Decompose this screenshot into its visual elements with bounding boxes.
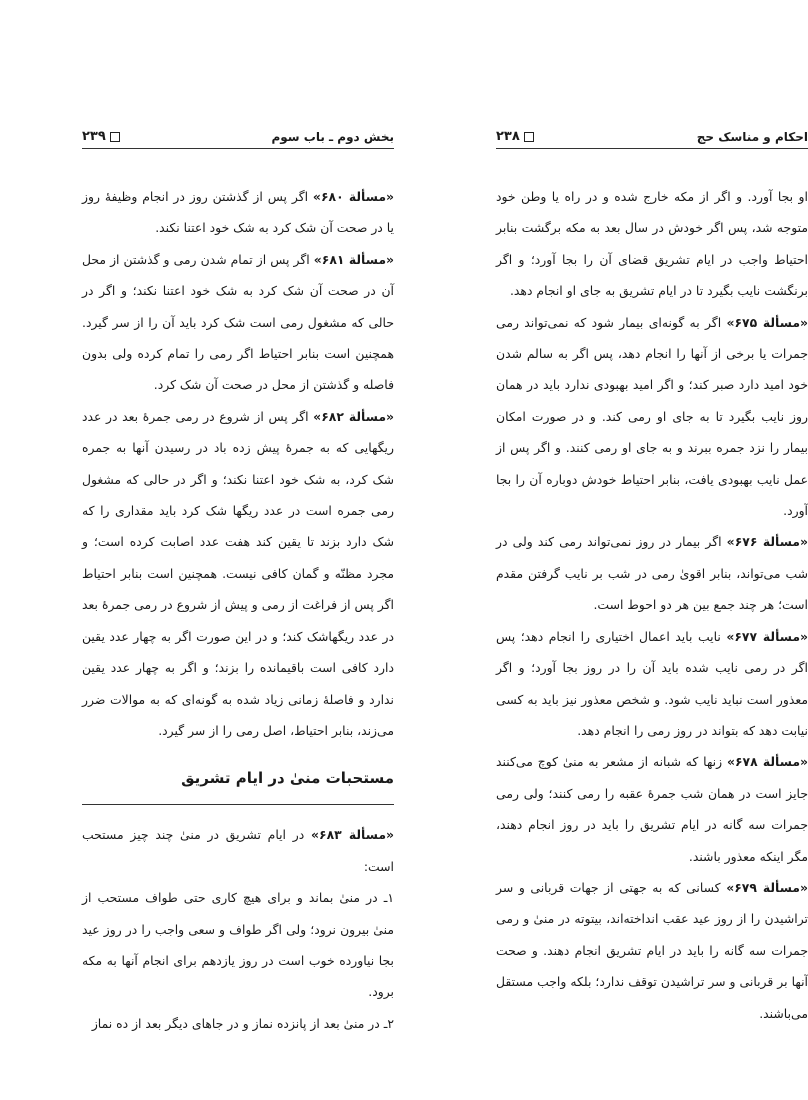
right-page <box>496 122 808 1029</box>
masale-label: «مسألة ۶۷۷» <box>726 628 808 644</box>
paragraph <box>496 526 808 620</box>
paragraph-text: نایب باید اعمال اختیاری را انجام دهد؛ پس اگر در رمی نایب شده باید آن را در روز بجا آورد؛ و اگر معذور است نباید نایب شود. و شخص معذور نیز باید به کسی نیابت دهد که بتواند در روز رمی را انجام دهد. <box>496 628 808 738</box>
paragraph <box>496 746 808 872</box>
paragraph-text: در ایام تشریق در منیٰ چند چیز مستحب است: <box>82 827 394 874</box>
divider <box>82 804 394 805</box>
paragraph-text: او بجا آورد. و اگر از مکه خارج شده و در راه یا وطن خود متوجه شد، پس اگر خودش در سال بعد به مکه برگشت بنابر احتیاط واجب در ایام تشریق قضای آن را بجا آورد؛ و اگر برنگشت نایب بگیرد تا در ایام تشریق به جای او انجام دهد. <box>496 189 808 299</box>
paragraph <box>82 1008 394 1039</box>
paragraph-text: زنها که شبانه از مشعر به منیٰ کوچ می‌کنند جایز است در همان شب جمرهٔ عقبه را رمی کنند؛ ولی رمی جمرات سه گانه در ایام تشریق را باید در روز انجام دهند، مگر اینکه معذور باشند. <box>496 754 808 864</box>
masale-label: «مسألة ۶۷۶» <box>726 534 808 550</box>
masale-label: «مسألة ۶۷۵» <box>726 314 808 330</box>
paragraph-text: اگر پس از شروع در رمی جمرهٔ بعد در عدد ریگهایی که به جمرهٔ پیش زده باد در رسیدن آنها به جمره شک کرد، به شک خود اعتنا نکند؛ و اگر در حالی که مشغول رمی جمره است در عدد ریگها شک کرد باید مقداری را که شک دارد بزند تا یقین کند هفت عدد اصابت کرده است؛ و مجرد مظنّه و گمان کافی نیست. همچنین است بنابر احتیاط اگر پس از فراغت از رمی و پیش از شروع در رمی جمرهٔ بعد در عدد ریگهاشک کند؛ و در این صورت اگر به چهار عدد یقین دارد کافی است باقیمانده را بزند؛ و اگر به چهار عدد یقین ندارد و فاصلهٔ زمانی زیاد شده به گونه‌ای که به موالات ضرر می‌زند، بنابر احتیاط، اصل رمی را از سر گیرد. <box>82 408 394 738</box>
paragraph <box>82 244 394 401</box>
page-body <box>82 181 394 1039</box>
paragraph-text: اگر پس از تمام شدن رمی و گذشتن از محل آن در صحت آن شک کرد به شک خود اعتنا نکند؛ و اگر در حالی که مشغول رمی است شک کرد باید آن را از سر گیرد. همچنین است بنابر احتیاط اگر رمی را تمام کرده ولی بدون فاصله و گذشتن از محل در صحت آن شک کرد. <box>82 251 394 393</box>
paragraph-text: ۱ـ در منیٰ بماند و برای هیچ کاری حتی طواف مستحب از منیٰ بیرون نرود؛ ولی اگر طواف و سعی واجب را در روز عید بجا نیاورده خوب است در روز یازدهم برای انجام آنها به مکه برود. <box>82 890 394 1000</box>
paragraph <box>82 401 394 746</box>
page-header <box>496 122 808 149</box>
paragraph <box>496 621 808 747</box>
paragraph <box>496 181 808 307</box>
paragraph-text: اگر به گونه‌ای بیمار شود که نمی‌تواند رمی جمرات یا برخی از آنها را انجام دهد، پس اگر به سالم شدن خود امید دارد صبر کند؛ و اگر امید بهبودی ندارد باید در همان روز نایب بگیرد تا به جای او رمی کند. و در صورت امکان بیمار را نزد جمره ببرند و به جای او رمی کنند. و اگر پس از عمل نایب بهبودی یافت، بنابر احتیاط خودش دوباره آن را بجا آورد. <box>496 314 808 519</box>
paragraph <box>496 872 808 1029</box>
page-number-value: ٢٣٨ <box>496 129 520 144</box>
masale-label: «مسألة ۶۸۱» <box>313 251 394 267</box>
page-number <box>82 129 120 144</box>
header-title: احکام و مناسک حج <box>696 130 808 144</box>
paragraph <box>496 307 808 527</box>
paragraph <box>82 819 394 882</box>
paragraph-text: کسانی که به جهتی از جهات قربانی و سر تراشیدن را از روز عید عقب انداخته‌اند، بیتوته در منیٰ و رمی جمرات سه گانه را باید در ایام تشریق انجام دهند. و صحت آنها بر قربانی و سر تراشیدن توقف ندارد؛ بلکه واجب مستقل می‌باشند. <box>496 879 808 1021</box>
paragraph-text: ۲ـ در منیٰ بعد از پانزده نماز و در جاهای دیگر بعد از ده نماز <box>91 1015 394 1031</box>
masale-label: «مسألة ۶۷۸» <box>726 754 808 770</box>
header-title: بخش دوم ـ باب سوم <box>271 130 394 144</box>
page-body <box>496 181 808 1029</box>
left-page <box>82 122 394 1039</box>
masale-label: «مسألة ۶۷۹» <box>726 879 808 895</box>
page-number <box>496 129 534 144</box>
masale-label: «مسألة ۶۸۲» <box>313 408 394 424</box>
square-icon <box>110 132 120 142</box>
paragraph <box>82 181 394 244</box>
paragraph-text: اگر پس از گذشتن روز در انجام وظیفهٔ روز یا در صحت آن شک کرد به شک خود اعتنا نکند. <box>82 189 394 236</box>
paragraph-text: اگر بیمار در روز نمی‌تواند رمی کند ولی در شب می‌تواند، بنابر اقویٰ رمی در شب بر نایب گرفتن مقدم است؛ هر چند جمع بین هر دو احوط است. <box>496 534 808 613</box>
masale-label: «مسألة ۶۸۳» <box>311 827 394 843</box>
section-title: مستحبات منیٰ در ایام تشریق <box>181 769 394 788</box>
page-number-value: ٢٣٩ <box>82 129 106 144</box>
page-header <box>82 122 394 149</box>
square-icon <box>524 132 534 142</box>
masale-label: «مسألة ۶۸۰» <box>312 189 394 204</box>
paragraph <box>82 882 394 1008</box>
